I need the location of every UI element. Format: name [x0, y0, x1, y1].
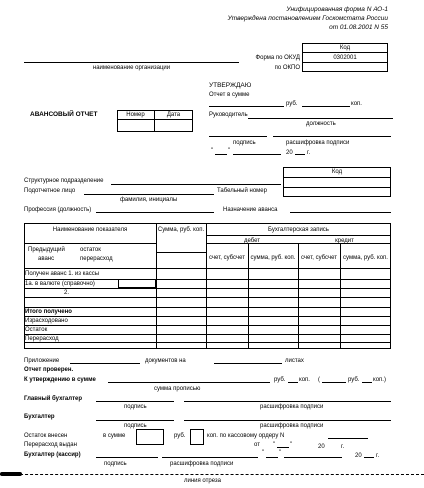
approve-rub: руб.	[286, 101, 298, 107]
report-number-label: Номер	[126, 112, 145, 118]
person-code-label: Код	[331, 169, 343, 175]
head-label: Руководитель	[209, 112, 248, 118]
row-received-cash: Получен аванс 1. из кассы	[25, 271, 100, 277]
approve-sum-footer-label: К утверждению в сумме	[24, 377, 96, 383]
chief-decode-caption: расшифровка подписи	[260, 404, 324, 410]
debit-sum-header: сумма, руб. коп.	[250, 255, 296, 261]
approve-month-field[interactable]	[233, 148, 281, 155]
overspend-year-prefix: 20	[318, 444, 325, 450]
row-received-currency: 1а. в валюте (справочно)	[25, 281, 95, 287]
overspend-year-suffix: г.	[341, 444, 345, 450]
col-name-header: Наименование показателя	[52, 227, 128, 233]
remainder-rub-box[interactable]	[136, 429, 164, 445]
form-name: Унифицированная форма N АО-1	[286, 6, 388, 13]
tabnum-label: Табельный номер	[217, 188, 267, 194]
division-label: Структурное подразделение	[24, 178, 104, 184]
okud-value[interactable]: 0302001	[333, 55, 357, 61]
row-overspend: Перерасход	[25, 336, 59, 342]
accountable-label: Подотчетное лицо	[24, 188, 76, 194]
cashier-signature-caption: подпись	[104, 461, 127, 467]
head-decode-field[interactable]	[273, 130, 391, 137]
year-prefix: 20	[286, 150, 293, 156]
cashier-year-suffix: г.	[376, 453, 380, 459]
position-caption: должность	[306, 121, 336, 127]
approve-kop-field[interactable]	[302, 100, 350, 107]
cashier-label: Бухгалтер (кассир)	[24, 452, 81, 458]
overspend-day-field[interactable]	[277, 441, 289, 448]
org-caption: наименование организации	[92, 65, 171, 71]
footer-kop-field-1[interactable]	[288, 376, 298, 383]
debit-header: дебет	[243, 238, 261, 244]
quote-open: "	[211, 148, 214, 154]
chief-decode-field[interactable]	[184, 395, 391, 402]
chief-signature-field[interactable]	[96, 395, 174, 402]
report-title: АВАНСОВЫЙ ОТЧЕТ	[30, 111, 98, 118]
row-balance: Остаток	[25, 327, 48, 333]
approved-date: от 01.08.2001 N 55	[329, 24, 388, 31]
cash-order-number-field[interactable]	[328, 432, 368, 439]
approve-day-field[interactable]	[215, 148, 227, 155]
report-date-label: Дата	[166, 112, 181, 118]
org-name-field[interactable]	[24, 62, 239, 63]
footer-kop-2: коп.	[373, 377, 384, 383]
debit-account-header: счет, субсчет	[209, 255, 245, 261]
chief-signature-caption: подпись	[124, 404, 147, 410]
currency-input-cell[interactable]	[118, 279, 156, 288]
decode-caption: расшифровка подписи	[286, 140, 350, 146]
credit-account-header: счет, субсчет	[301, 255, 337, 261]
sheets-count-field[interactable]	[214, 357, 282, 364]
accountant-signature-caption: подпись	[124, 423, 147, 429]
prev-balance-label: Предыдущий	[28, 247, 65, 253]
prev-pererashod-label: перерасход	[80, 256, 113, 262]
year-suffix: г.	[307, 150, 311, 156]
cashier-day-field[interactable]	[266, 451, 278, 458]
chief-accountant-label: Главный бухгалтер	[24, 396, 83, 402]
division-field[interactable]	[111, 178, 281, 185]
row-spent: Израсходовано	[25, 318, 68, 324]
cut-line-caption: линия отреза	[184, 478, 222, 484]
row-2: 2.	[64, 290, 70, 296]
sheets-label: листах	[285, 358, 304, 364]
prev-avans-label: аванс	[38, 256, 55, 262]
code-title: Код	[339, 45, 351, 51]
overspend-paid-label: Перерасход выдан	[24, 442, 77, 448]
profession-label: Профессия (должность)	[24, 207, 92, 213]
credit-sum-header: сумма, руб. коп.	[343, 255, 388, 261]
cashier-year-prefix: 20	[355, 453, 362, 459]
accountant-signature-field[interactable]	[96, 414, 174, 421]
approve-kop: коп.	[351, 101, 362, 107]
cashier-month-field[interactable]	[284, 451, 342, 458]
profession-field[interactable]	[96, 206, 214, 213]
fio-caption: фамилия, инициалы	[120, 197, 178, 203]
accountant-decode-caption: расшифровка подписи	[260, 423, 324, 429]
cashier-decode-caption: расшифровка подписи	[170, 461, 234, 467]
head-signature-field[interactable]	[209, 130, 267, 137]
footer-rub-2: руб.	[348, 377, 360, 383]
attachment-count-field[interactable]	[70, 357, 140, 364]
cash-order-label: коп. по кассовому ордеру N	[207, 433, 285, 439]
signature-caption: подпись	[233, 140, 256, 146]
sum-words-caption: сумма прописью	[154, 386, 201, 392]
documents-on-label: документов на	[145, 358, 186, 364]
okpo-label: по ОКПО	[274, 65, 300, 71]
cashier-year-field[interactable]	[364, 451, 374, 458]
accountable-field[interactable]	[84, 188, 214, 195]
footer-kop-1: коп.	[299, 377, 310, 383]
accountant-label: Бухгалтер	[24, 414, 55, 420]
approve-year-field[interactable]	[295, 148, 305, 155]
remainder-kop-box[interactable]	[190, 429, 204, 445]
approved-text: Утверждена постановлением Госкомстата России	[227, 15, 388, 22]
footer-rub-field-2[interactable]	[322, 376, 346, 383]
cut-line	[0, 474, 424, 475]
footer-kop-field-2[interactable]	[362, 376, 372, 383]
remainder-rub: руб.	[174, 433, 186, 439]
accountant-decode-field[interactable]	[184, 414, 391, 421]
checked-label: Отчет проверен.	[24, 367, 74, 373]
purpose-field[interactable]	[290, 206, 391, 213]
row-total-received: Итого получено	[25, 309, 72, 315]
col-accounting-header: Бухгалтерская запись	[268, 227, 329, 233]
prev-ostatok-label: остаток	[80, 247, 101, 253]
cashier-decode-field[interactable]	[162, 451, 258, 458]
from-label: от	[254, 442, 260, 448]
footer-rub-1: руб.	[274, 377, 286, 383]
quote-close: "	[228, 148, 231, 154]
cashier-signature-field[interactable]	[96, 451, 158, 458]
approve-rub-field[interactable]	[209, 100, 284, 107]
col-sum-header: Сумма, руб. коп.	[157, 227, 205, 233]
head-field[interactable]	[248, 111, 393, 119]
approve-sum-label: Отчет в сумме	[209, 92, 250, 98]
attachment-label: Приложение	[24, 358, 60, 364]
okud-label: Форма по ОКУД	[255, 55, 300, 61]
approve-title: УТВЕРЖДАЮ	[209, 82, 252, 89]
purpose-label: Назначение аванса	[223, 207, 278, 213]
sum-words-field[interactable]	[108, 376, 270, 383]
remainder-in-label: Остаток внесен	[24, 433, 68, 439]
credit-header: кредит	[335, 238, 354, 244]
in-sum-label: в сумме	[103, 433, 126, 439]
cut-marker-left	[0, 472, 22, 476]
